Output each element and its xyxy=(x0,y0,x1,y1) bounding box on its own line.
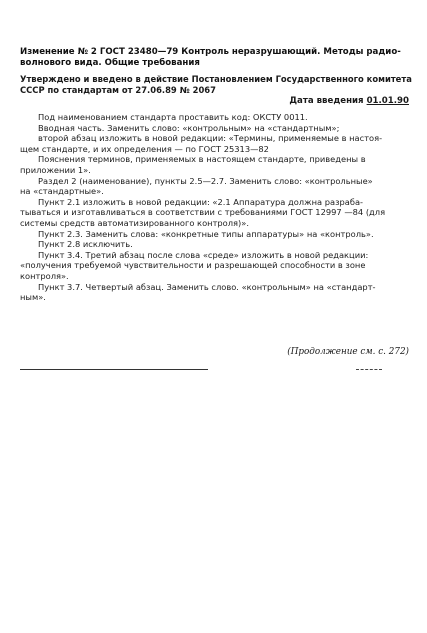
amendment-body xyxy=(20,112,410,303)
approval-statement xyxy=(20,74,410,96)
amendment-title xyxy=(20,47,400,69)
body-line: Пункт 2.3. Заменить слова: «конкретные типы аппаратуры» на «контроль». xyxy=(38,228,374,239)
body-line: щем стандарте, и их определения — по ГОСТ 25313—82 xyxy=(20,143,269,154)
effective-date-label: Дата введения xyxy=(289,96,364,106)
footer-rule-short xyxy=(356,369,382,370)
footer-rule xyxy=(20,369,208,370)
approval-line-1: Утверждено и введено в действие Постановлением Государственного комитета xyxy=(20,74,412,84)
body-line: Пункт 3.4. Третий абзац после слова «среде» изложить в новой редакции: xyxy=(38,249,369,260)
continuation-note: (Продолжение см. с. 272) xyxy=(287,347,409,357)
body-line: контроля». xyxy=(20,270,69,281)
body-line: Пункт 2.1 изложить в новой редакции: «2.1 Аппаратура должна разраба- xyxy=(38,196,364,207)
body-line: Пункт 2.8 исключить. xyxy=(38,239,133,250)
body-line: Пояснения терминов, применяемых в настоящем стандарте, приведены в xyxy=(38,154,366,165)
effective-date xyxy=(289,96,409,106)
amendment-title-line-2: волнового вида. Общие требования xyxy=(20,58,200,68)
body-line: приложении 1». xyxy=(20,164,91,175)
amendment-title-line-1: Изменение № 2 ГОСТ 23480—79 Контроль неразрушающий. Методы радио- xyxy=(20,47,401,57)
body-line: второй абзац изложить в новой редакции: «Термины, применяемые в настоя- xyxy=(38,133,383,144)
body-line: «получения требуемой чувствительности и разрешающей способности в зоне xyxy=(20,260,366,271)
body-line: Вводная часть. Заменить слово: «контрольным» на «стандартным»; xyxy=(38,122,340,133)
effective-date-value: 01.01.90 xyxy=(366,96,409,106)
body-line: Раздел 2 (наименование), пункты 2.5—2.7. Заменить слово: «контрольные» xyxy=(38,175,373,186)
body-line: тываться и изготавливаться в соответствии с требованиями ГОСТ 12997 —84 (для xyxy=(20,207,386,218)
body-line: системы средств автоматизированного контроля)». xyxy=(20,217,249,228)
body-line: Под наименованием стандарта проставить код: ОКСТУ 0011. xyxy=(38,112,308,122)
body-line: ным». xyxy=(20,292,46,303)
body-line: на «стандартные». xyxy=(20,186,104,197)
approval-line-2: СССР по стандартам от 27.06.89 № 2067 xyxy=(20,85,216,95)
body-line: Пункт 3.7. Четвертый абзац. Заменить слово. «контрольным» на «стандарт- xyxy=(38,281,376,292)
